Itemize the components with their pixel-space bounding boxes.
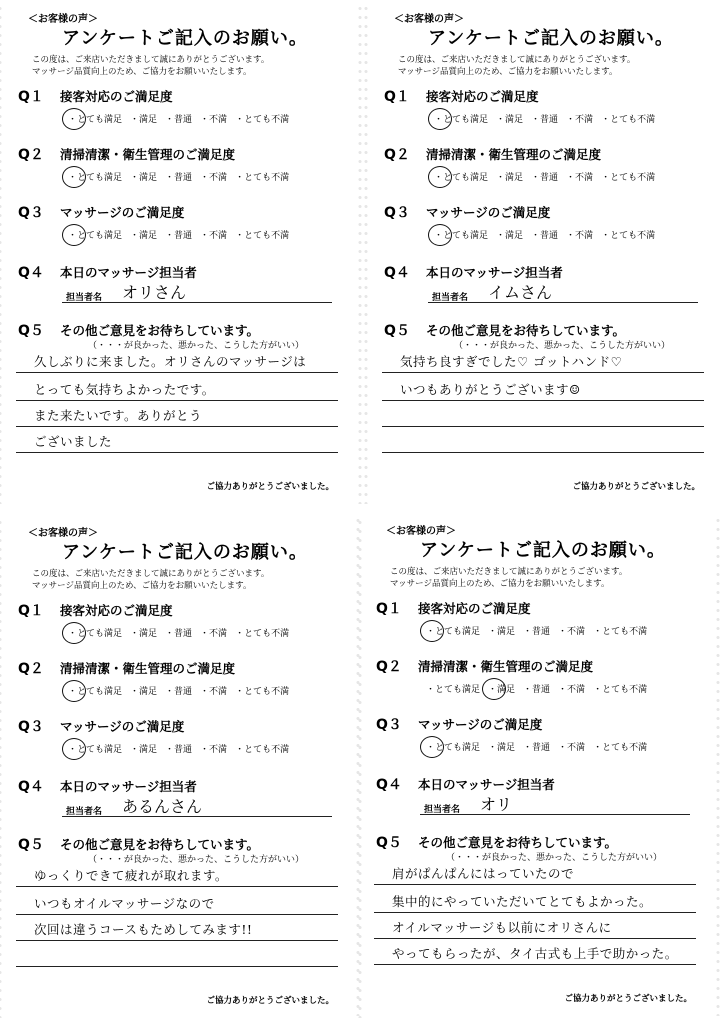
rating-option[interactable]: ・とても満足 [426,627,481,637]
staff-label: 担当者名 [432,293,469,303]
rating-option[interactable]: ・不満 [566,173,594,183]
comment-line [16,426,338,427]
survey-card [4,4,356,504]
question-3 [18,202,184,222]
thanks-note: ご協力ありがとうございました。 [564,994,692,1004]
comment-text: オイルマッサージも以前にオリさんに [392,920,612,935]
rating-option[interactable]: ・とても満足 [434,115,489,125]
question-title: 接客対応のご満足度 [60,89,173,104]
staff-name: オリ [480,795,513,814]
question-2 [18,658,235,678]
intro-line: マッサージ品質向上のため、ご協力をお願いいたします。 [390,579,610,589]
survey-card [362,516,714,1016]
rating-option[interactable]: ・普通 [165,115,193,125]
question-1 [18,86,173,106]
intro-line: この度は、ご来店いただきまして誠にありがとうございます。 [32,569,270,579]
question-2 [384,144,601,164]
comment-line [374,884,696,885]
rating-option[interactable]: ・満足 [488,685,516,695]
rating-option[interactable]: ・普通 [531,173,559,183]
staff-underline [428,302,698,303]
question-title: 接客対応のご満足度 [418,601,531,616]
rating-option[interactable]: ・不満 [200,231,228,241]
question-5 [376,832,617,852]
rating-option[interactable]: ・とても満足 [68,173,123,183]
question-number: Q４ [376,777,402,793]
rating-option[interactable]: ・満足 [130,231,158,241]
rating-option[interactable]: ・満足 [496,231,524,241]
rating-option[interactable]: ・不満 [558,685,586,695]
intro-text [32,568,269,592]
rating-options [68,228,297,241]
rating-options [68,684,297,697]
rating-option[interactable]: ・不満 [566,115,594,125]
rating-option[interactable]: ・とても不満 [601,115,656,125]
rating-option[interactable]: ・不満 [200,115,228,125]
question-5 [384,320,625,340]
rating-option[interactable]: ・普通 [165,687,193,697]
question-number: Q２ [18,147,44,163]
question-number: Q１ [18,89,44,105]
rating-options [434,170,663,183]
badge: ＜お客様の声＞ [28,528,98,539]
rating-option[interactable]: ・普通 [165,173,193,183]
rating-option[interactable]: ・とても満足 [434,173,489,183]
question-number: Q２ [384,147,410,163]
intro-line: マッサージ品質向上のため、ご協力をお願いいたします。 [398,67,618,77]
rating-options [68,626,297,639]
question-title: マッサージのご満足度 [426,205,551,220]
rating-option[interactable]: ・普通 [531,231,559,241]
rating-option[interactable]: ・とても満足 [68,115,123,125]
comment-line [382,372,704,373]
question-title: 本日のマッサージ担当者 [60,265,197,280]
comment-line [16,966,338,967]
rating-option[interactable]: ・満足 [130,687,158,697]
question-2 [18,144,235,164]
question-title: 本日のマッサージ担当者 [418,777,555,792]
question-4 [376,774,555,794]
rating-options [434,112,663,125]
question-title: マッサージのご満足度 [418,717,543,732]
rating-option[interactable]: ・不満 [558,627,586,637]
question-number: Q２ [376,659,402,675]
intro-line: この度は、ご来店いただきまして誠にありがとうございます。 [32,55,270,65]
rating-option[interactable]: ・普通 [165,745,193,755]
rating-option[interactable]: ・とても満足 [426,743,481,753]
staff-underline [62,816,332,817]
question-number: Q２ [18,661,44,677]
intro-line: この度は、ご来店いただきまして誠にありがとうございます。 [398,55,636,65]
intro-text [32,54,269,78]
rating-option[interactable]: ・とても不満 [593,685,648,695]
rating-option[interactable]: ・とても不満 [235,231,290,241]
question-title: その他ご意見をお待ちしています。 [60,323,260,338]
rating-option[interactable]: ・不満 [558,743,586,753]
staff-underline [420,814,690,815]
rating-option[interactable]: ・普通 [523,685,551,695]
rating-option[interactable]: ・とても満足 [68,231,123,241]
question-title: 接客対応のご満足度 [60,603,173,618]
comment-line [374,938,696,939]
rating-option[interactable]: ・満足 [130,173,158,183]
question-4 [384,262,563,282]
question-title: 清掃清潔・衛生管理のご満足度 [426,147,602,162]
intro-text [390,566,627,590]
rating-option[interactable]: ・とても不満 [235,745,290,755]
comment-text: 久しぶりに来ました。オリさんのマッサージは [34,354,307,369]
question-title: その他ご意見をお待ちしています。 [426,323,626,338]
question-3 [384,202,550,222]
rating-options [426,624,655,637]
thanks-note: ご協力ありがとうございました。 [206,482,334,492]
comment-line [382,426,704,427]
question-title: その他ご意見をお待ちしています。 [418,835,618,850]
staff-name: あるんさん [122,797,203,816]
rating-option[interactable]: ・満足 [496,115,524,125]
rating-options [68,742,297,755]
comment-line [374,964,696,965]
comment-line [382,400,704,401]
question-number: Q５ [18,323,44,339]
comment-line [16,372,338,373]
question-title: 本日のマッサージ担当者 [60,779,197,794]
question-3 [18,716,184,736]
rating-option[interactable]: ・とても不満 [593,627,648,637]
question-number: Q５ [384,323,410,339]
survey-title: アンケートご記入のお願い。 [420,540,666,561]
q5-hint: （・・・が良かった、悪かった、こうした方がいい） [446,853,663,863]
question-title: 清掃清潔・衛生管理のご満足度 [60,147,236,162]
intro-line: この度は、ご来店いただきまして誠にありがとうございます。 [390,567,628,577]
comment-text: とっても気持ちよかったです。 [34,382,215,397]
question-2 [376,656,593,676]
rating-option[interactable]: ・不満 [200,745,228,755]
rating-option[interactable]: ・普通 [531,115,559,125]
question-number: Q１ [18,603,44,619]
question-number: Q４ [384,265,410,281]
rating-option[interactable]: ・とても満足 [68,687,123,697]
rating-option[interactable]: ・とても不満 [601,173,656,183]
comment-text: 次回は違うコースもためしてみます!! [34,922,253,937]
comment-text: やってもらったが、タイ古式も上手で助かった。 [392,946,678,961]
question-3 [376,714,542,734]
rating-option[interactable]: ・満足 [496,173,524,183]
rating-option[interactable]: ・とても満足 [426,685,481,695]
survey-card [4,518,356,1018]
question-number: Q３ [18,719,44,735]
question-title: マッサージのご満足度 [60,719,185,734]
q5-hint: （・・・が良かった、悪かった、こうした方がいい） [88,341,305,351]
intro-line: マッサージ品質向上のため、ご協力をお願いいたします。 [32,581,252,591]
question-number: Q３ [384,205,410,221]
badge: ＜お客様の声＞ [28,14,98,25]
comment-text: いつもありがとうございます☺ [400,382,581,397]
rating-options [426,740,655,753]
rating-option[interactable]: ・不満 [200,687,228,697]
question-title: 接客対応のご満足度 [426,89,539,104]
question-1 [18,600,173,620]
rating-option[interactable]: ・とても不満 [601,231,656,241]
question-number: Q１ [376,601,402,617]
survey-title: アンケートご記入のお願い。 [62,542,308,563]
rating-option[interactable]: ・満足 [130,745,158,755]
thanks-note: ご協力ありがとうございました。 [206,996,334,1006]
comment-text: いつもオイルマッサージなので [34,896,215,911]
question-number: Q４ [18,265,44,281]
question-5 [18,320,259,340]
rating-option[interactable]: ・とても不満 [235,115,290,125]
question-title: 本日のマッサージ担当者 [426,265,563,280]
comment-text: 肩がぱんぱんにはっていたので [392,866,575,881]
question-4 [18,776,197,796]
comment-line [16,886,338,887]
comment-line [16,940,338,941]
rating-option[interactable]: ・とても不満 [235,687,290,697]
comment-text: ゆっくりできて疲れが取れます。 [34,868,228,883]
comment-text: ございました [34,434,113,449]
rating-option[interactable]: ・とても満足 [68,745,123,755]
staff-label: 担当者名 [66,807,103,817]
intro-text [398,54,635,78]
staff-name: オリさん [122,283,187,302]
question-number: Q３ [376,717,402,733]
rating-options [426,682,655,695]
rating-option[interactable]: ・満足 [488,743,516,753]
question-title: マッサージのご満足度 [60,205,185,220]
comment-line [382,452,704,453]
badge: ＜お客様の声＞ [386,526,456,537]
comment-text: 集中的にやっていただいてとてもよかった。 [392,894,653,909]
badge: ＜お客様の声＞ [394,14,464,25]
rating-option[interactable]: ・とても不満 [593,743,648,753]
rating-option[interactable]: ・とても満足 [68,629,123,639]
rating-option[interactable]: ・不満 [200,173,228,183]
survey-title: アンケートご記入のお願い。 [62,28,308,49]
comment-line [374,912,696,913]
thanks-note: ご協力ありがとうございました。 [572,482,700,492]
intro-line: マッサージ品質向上のため、ご協力をお願いいたします。 [32,67,252,77]
comment-line [16,400,338,401]
question-number: Q４ [18,779,44,795]
question-title: 清掃清潔・衛生管理のご満足度 [60,661,236,676]
survey-card [370,4,722,504]
rating-option[interactable]: ・普通 [523,743,551,753]
question-1 [384,86,539,106]
question-number: Q３ [18,205,44,221]
rating-option[interactable]: ・満足 [488,627,516,637]
staff-label: 担当者名 [424,805,461,815]
survey-title: アンケートご記入のお願い。 [428,28,674,49]
rating-option[interactable]: ・とても不満 [235,629,290,639]
question-number: Q５ [18,837,44,853]
question-5 [18,834,259,854]
rating-option[interactable]: ・とても満足 [434,231,489,241]
question-number: Q５ [376,835,402,851]
question-title: 清掃清潔・衛生管理のご満足度 [418,659,594,674]
question-number: Q１ [384,89,410,105]
q5-hint: （・・・が良かった、悪かった、こうした方がいい） [454,341,671,351]
comment-text: 気持ち良すぎでした♡ ゴットハンド♡ [400,354,623,369]
q5-hint: （・・・が良かった、悪かった、こうした方がいい） [88,855,305,865]
rating-options [434,228,663,241]
comment-text: また来たいです。ありがとう [34,408,203,423]
rating-option[interactable]: ・不満 [200,629,228,639]
rating-option[interactable]: ・とても不満 [235,173,290,183]
staff-underline [62,302,332,303]
rating-option[interactable]: ・普通 [165,231,193,241]
rating-option[interactable]: ・満足 [130,629,158,639]
question-4 [18,262,197,282]
comment-line [16,914,338,915]
rating-options [68,112,297,125]
staff-name: イムさん [488,283,553,302]
staff-label: 担当者名 [66,293,103,303]
comment-line [16,452,338,453]
rating-option[interactable]: ・普通 [523,627,551,637]
rating-option[interactable]: ・不満 [566,231,594,241]
rating-options [68,170,297,183]
question-1 [376,598,531,618]
question-title: その他ご意見をお待ちしています。 [60,837,260,852]
rating-option[interactable]: ・満足 [130,115,158,125]
rating-option[interactable]: ・普通 [165,629,193,639]
